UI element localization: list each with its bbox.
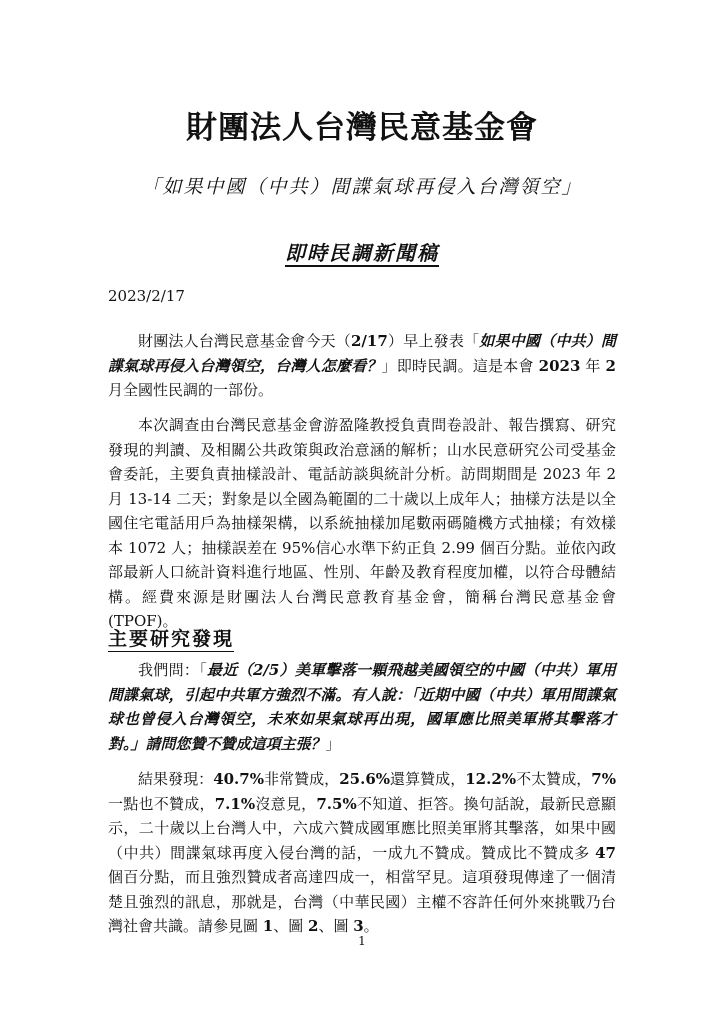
text-run: 。	[363, 917, 379, 935]
text-run: 月全國性民調的一部份。	[108, 381, 274, 399]
result-value: 47	[595, 843, 616, 862]
result-value: 25.6%	[339, 770, 391, 788]
intro-paragraph-2: 本次調查由台灣民意基金會游盈隆教授負責問卷設計、報告撰寫、研究發現的判讀、及相關公共政策與政治意涵的解析；山水民意研究公司受基金會委託，主要負責抽樣設計、電話訪談與統計分析。訪問期間是 2023 年 2 月 13-14 二天；對象是以全國為範圍的二十歲以上成年人；抽樣方法是以全國住宅電話用戶為抽樣架構，以系統抽樣加尾數兩碼隨機方式抽樣；有效樣本 1072 人；抽樣誤差在 95%信心水準下約正負 2.99 個百分點。並依內政部最新人口統計資料進行地區、性別、年齡及教育程度加權，以符合母體結構。經費來源是財團法人台灣民意教育基金會，簡稱台灣民意基金會(TPOF)。	[108, 416, 616, 630]
page-title: 財團法人台灣民意基金會	[186, 110, 538, 146]
results-paragraph	[108, 767, 616, 939]
text-run: 結果發現：	[138, 770, 214, 788]
text-run: 不太贊成，	[516, 770, 592, 788]
result-value: 40.7%	[213, 770, 264, 788]
text-run: 非常贊成，	[263, 770, 340, 788]
text-run: 財團法人台灣民意基金會今天（	[138, 332, 351, 350]
survey-month: 2	[605, 356, 616, 375]
page-number: 1	[358, 934, 366, 948]
release-day: 2/17	[350, 332, 388, 350]
release-type-label: 即時民調新聞稿	[285, 241, 439, 265]
text-run: 年	[580, 356, 606, 375]
text-run: 沒意見，	[255, 794, 317, 813]
text-run: 不知道、拒答。換句話說，最新民意顯示，二十歲以上台灣人中，六成六贊成國軍應比照美軍將其擊落，如果中國（中共）間諜氣球再度入侵台灣的話，一成九不贊成。贊成比不贊成多	[108, 794, 616, 862]
text-run: 、圖	[318, 917, 354, 935]
text-run: 」	[325, 734, 341, 753]
release-type-heading	[0, 237, 724, 266]
release-subtitle: 「如果中國（中共）間諜氣球再侵入台灣領空」	[141, 176, 583, 198]
text-run: 一點也不贊成，	[108, 794, 215, 813]
text-run: 個百分點，而且強烈贊成者高達四成一，相當罕見。這項發現傳達了一個清楚且強烈的訊息，那就是，台灣（中華民國）主權不容許任何外來挑戰乃台灣社會共識。請參見圖	[108, 868, 616, 935]
result-value: 7%	[591, 770, 616, 788]
result-value: 7.5%	[316, 794, 357, 813]
figure-reference: 2	[308, 917, 319, 935]
text-run: 我們問：「	[138, 661, 208, 679]
text-run: 還算贊成，	[390, 770, 466, 788]
text-run: ）早上發表「	[387, 332, 480, 350]
intro-paragraph-1	[108, 329, 616, 403]
text-run: 、圖	[273, 917, 308, 935]
section-heading: 主要研究發現	[108, 628, 235, 650]
survey-question: 最近（2/5）美軍擊落一顆飛越美國領空的中國（中共）軍用間諜氣球，引起中共軍方強烈不滿。有人說：「近期中國（中共）軍用間諜氣球也曾侵入台灣領空，未來如果氣球再出現，國軍應比照美軍將其擊落才對。」請問您贊不贊成這項主張？	[108, 661, 616, 753]
figure-reference: 3	[353, 917, 364, 935]
survey-year: 2023	[538, 356, 581, 375]
figure-reference: 1	[262, 917, 274, 935]
survey-question-paragraph	[108, 658, 616, 756]
text-run: 」即時民調。這是本會	[381, 356, 539, 375]
survey-topic: 如果中國（中共）間諜氣球再侵入台灣領空，台灣人怎麼看？	[108, 332, 616, 375]
result-value: 12.2%	[465, 770, 517, 788]
result-value: 7.1%	[214, 794, 256, 813]
release-date: 2023/2/17	[108, 287, 185, 305]
